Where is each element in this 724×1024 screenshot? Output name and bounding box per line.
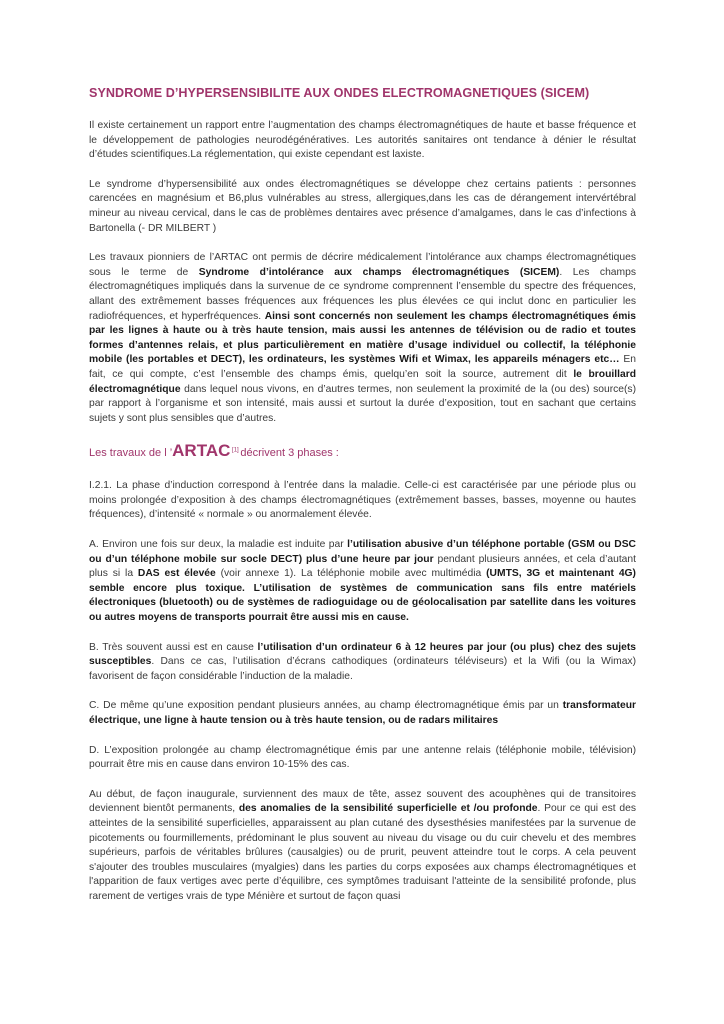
bold-run: des anomalies de la sensibilité superficielle et /ou profonde xyxy=(238,803,538,815)
bold-run: DAS est élevée xyxy=(137,568,216,580)
bold-run: Ainsi sont concernés non seulement les champs électromagnétiques émis par les lignes à haute ou à très haute tension, mais aussi les antennes de télévision ou de radio et toutes formes d’antennes relais, et plus particulièrement en matière d’usage individuel ou collectif, la téléphonie mobile (les portables et DECT), les ordinateurs, les systèmes Wifi et Wimax, les appareils ménagers etc… xyxy=(89,310,636,366)
text-run: B. Très souvent aussi est en cause xyxy=(89,641,258,653)
bold-run: Syndrome d’intolérance aux champs électromagnétiques (SICEM) xyxy=(198,266,560,278)
text-run: . Pour ce qui est des atteintes de la sensibilité superficielles, apparaissent au plan cutané des dysesthésies manifestées par la survenue de picotements ou fourmillements, prédominant le plus souvent au niveau du visage ou du cuir chevelu et des membres supérieurs, parfois de véritables brûlures (causalgies) ou de prurit, peuvent atteindre tout le corps. A cela peuvent s'ajouter des troubles musculaires (myalgies) dans les parties du corps exposées aux champs électromagnétiques et l'apparition de faux vertiges avec perte d’équilibre, ces symptômes traduisant l'atteinte de la sensibilité profonde, plus rarement de vertiges vrais de type Ménière et surtout de façon quasi xyxy=(89,803,636,902)
subheading-prefix: Les travaux de l ’ xyxy=(89,447,173,460)
artac-name: ARTAC xyxy=(172,441,231,461)
footnote-ref[interactable]: [1] xyxy=(230,447,241,454)
paragraph-cause-b xyxy=(89,641,636,685)
text-run: (voir annexe 1). La téléphonie mobile avec multimédia xyxy=(215,568,487,580)
paragraph-intro: Il existe certainement un rapport entre l’augmentation des champs électromagnétiques de haute et basse fréquence et le développement de pathologies neurodégénératives. Les autorités sanitaires ont tendance à dénier le résultat d’études scientifiques.La réglementation, qui existe cependant est laxiste. xyxy=(89,120,636,161)
text-run: En fait, ce qui compte, c’est l’ensemble des champs émis, quelqu’en soit la source, autrement dit xyxy=(89,354,636,380)
bold-run: l’utilisation d’un ordinateur 6 à 12 heures par jour (ou plus) chez des sujets susceptibles xyxy=(89,641,636,668)
paragraph-symptoms xyxy=(89,788,636,905)
text-run: A. Environ une fois sur deux, la maladie est induite par xyxy=(89,539,348,551)
paragraph-cause-c xyxy=(89,699,636,728)
section-subheading xyxy=(89,441,636,461)
bold-run: le brouillard électromagnétique xyxy=(89,368,636,395)
text-run: . Dans ce cas, l’utilisation d’écrans cathodiques (ordinateurs téléviseurs) et la Wifi (ou la Wimax) favorisent de façon considérable l’induction de la maladie. xyxy=(89,656,636,682)
paragraph-artac-work xyxy=(89,251,636,426)
paragraph-syndrome: Le syndrome d’hypersensibilité aux ondes électromagnétiques se développe chez certains patients : personnes carencées en magnésium et B6,plus vulnérables au stress, allergiques,dans les cas de dérangement intervértébral mineur au niveau cervical, dans le cas de problèmes dentaires avec présence d’amalgames, dans le cas d’infections à Bartonella (- DR MILBERT ) xyxy=(89,178,636,234)
text-run: dans lequel nous vivons, en d’autres termes, non seulement la proximité de la (ou des) source(s) par rapport à l’organisme et son intensité, mais aussi et surtout la durée d’exposition, tout en sachant que certains sujets y sont plus sensibles que d’autres. xyxy=(89,383,636,424)
paragraph-induction-phase: I.2.1. La phase d’induction correspond à l’entrée dans la maladie. Celle-ci est caractérisée par une période plus ou moins prolongée d’exposition à des champs électromagnétiques (extrêmement basses, basses, moyenne ou hautes fréquences), d’intensité « normale » ou anormalement élevée. xyxy=(89,480,636,521)
subheading-suffix: décrivent 3 phases : xyxy=(240,447,339,460)
page-title: SYNDROME D’HYPERSENSIBILITE AUX ONDES ELECTROMAGNETIQUES (SICEM) xyxy=(89,86,590,100)
text-run: Au début, de façon inaugurale, surviennent des maux de tête, assez souvent des acouphènes qui de transitoires deviennent bientôt permanents, xyxy=(89,788,636,815)
text-run: Les travaux pionniers de l’ARTAC ont permis de décrire médicalement l’intolérance aux champs électromagnétiques sous le terme de xyxy=(89,252,636,278)
text-run: . Les champs électromagnétiques impliqués dans la survenue de ce syndrome comprennent l’ensemble du spectre des fréquences, allant des extrêmement basses fréquences aux fréquences les plus élevées ce qui inclut donc en particulier les radiofréquences, et hyperfréquences. xyxy=(89,266,636,322)
text-run: pendant plusieurs années, et cela d’autant plus si la xyxy=(89,553,636,580)
bold-run: (UMTS, 3G et maintenant 4G) semble encore plus toxique. L’utilisation de systèmes de communication sans fils entre matériels électroniques (bluetooth) ou de systèmes de radioguidage ou de géolocalisation par satellite dans les voitures ou autres moyens de transports pourrait être aussi mis en cause. xyxy=(89,568,636,624)
bold-run: transformateur électrique, une ligne à haute tension ou à très haute tension, ou de radars militaires xyxy=(89,700,636,726)
bold-run: l’utilisation abusive d’un téléphone portable (GSM ou DSC ou d’un téléphone mobile sur socle DECT) plus d’une heure par jour xyxy=(89,539,636,565)
paragraph-cause-a xyxy=(89,538,636,626)
text-run: C. De même qu’une exposition pendant plusieurs années, au champ électromagnétique émis par un xyxy=(89,700,563,712)
paragraph-cause-d: D. L’exposition prolongée au champ électromagnétique émis par une antenne relais (téléphonie mobile, télévision) pourrait être mis en cause dans environ 10-15% des cas. xyxy=(89,744,636,771)
